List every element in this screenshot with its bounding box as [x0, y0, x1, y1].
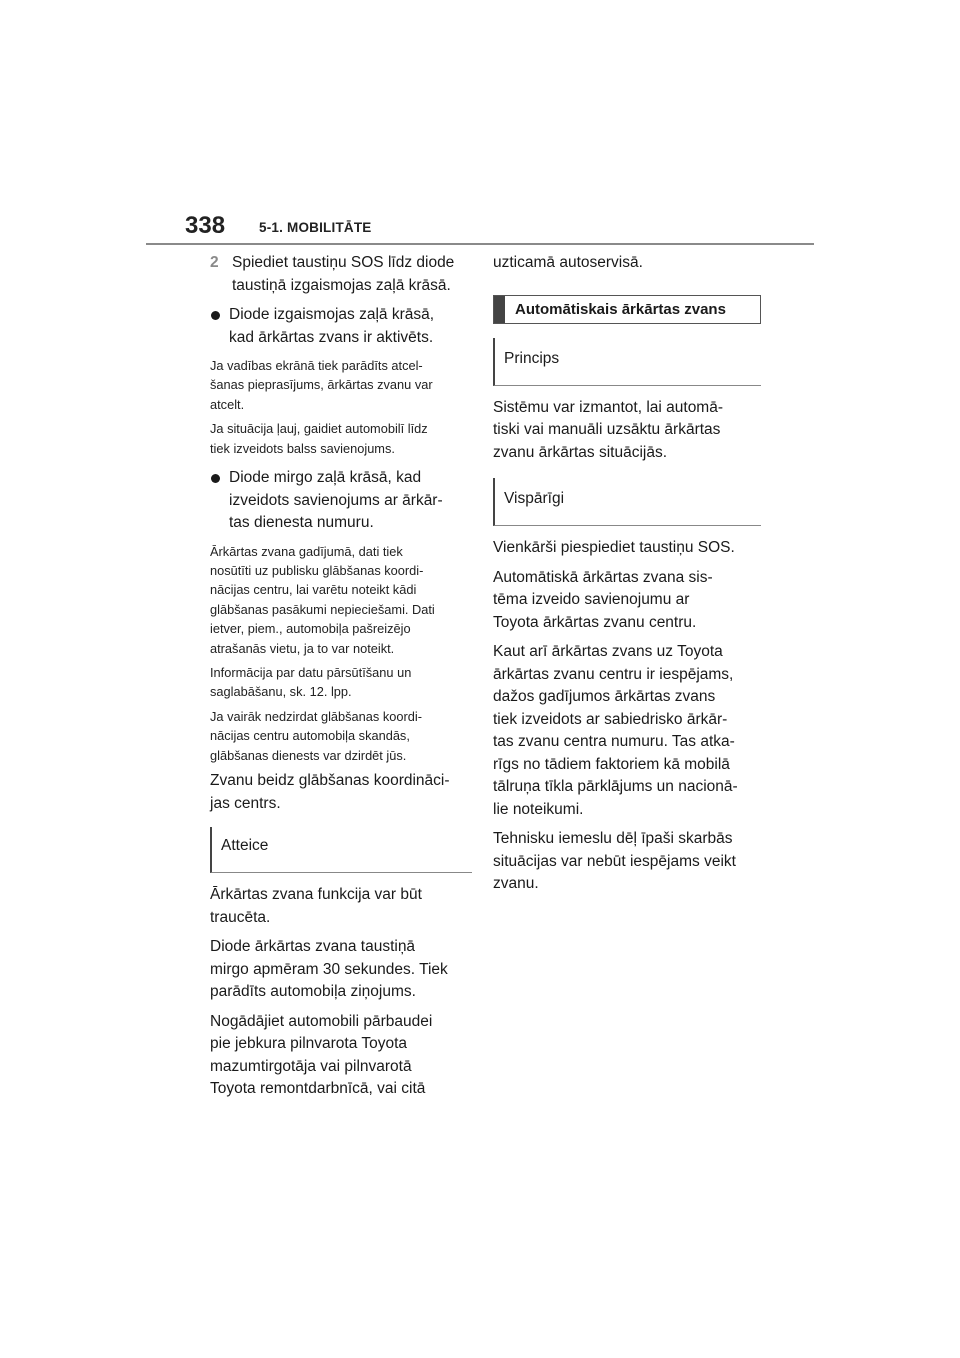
paragraph-diode-flashes: Diode ārkārtas zvana taustiņā mirgo apmēram 30 sekundes. Tiek parādīts automobiļa ziņojums. — [210, 938, 448, 1000]
paragraph-press-sos: Vienkārši piespiediet taustiņu SOS. — [493, 539, 735, 556]
note-cancel-request: Ja vadības ekrānā tiek parādīts atcel- šanas pieprasījums, ārkārtas zvanu var atcelt. — [210, 358, 433, 412]
step-2 — [210, 252, 472, 297]
page-number: 338 — [185, 212, 226, 239]
right-column — [493, 252, 755, 903]
bullet-icon — [211, 311, 220, 320]
bullet-icon — [211, 474, 220, 483]
paragraph-system-use: Sistēmu var izmantot, lai automā- tiski vai manuāli uzsāktu ārkārtas zvanu ārkārtas situācijās. — [493, 398, 724, 461]
paragraph-auto-connect: Automātiskā ārkārtas zvana sis- tēma izveido savienojumu ar Toyota ārkārtas zvanu centru. — [493, 568, 713, 631]
bullet-item-green-flash — [210, 467, 472, 535]
section-title: 5-1. MOBILITĀTE — [259, 220, 372, 235]
step-number: 2 — [210, 254, 219, 271]
header-rule — [146, 243, 814, 245]
note-cannot-hear: Ja vairāk nedzirdat glābšanas koordi- nācijas centru automobiļa skandās, glābšanas dienests var dzirdēt jūs. — [210, 708, 422, 763]
paragraph-call-ended: Zvanu beidz glābšanas koordināci- jas centrs. — [210, 772, 450, 812]
section-heading-box — [493, 295, 761, 324]
subheading-princips: Princips — [493, 338, 761, 386]
note-data-transfer: Informācija par datu pārsūtīšanu un saglabāšanu, sk. 12. lpp. — [210, 664, 412, 700]
subheading-atteice: Atteice — [210, 827, 472, 873]
paragraph-public-center: Kaut arī ārkārtas zvans uz Toyota ārkārtas zvanu centru ir iespējams, dažos gadījumos ārkārtas zvans tiek izveidots ar sabiedrisko ārkār- tas zvanu centra numuru. Tas atka- rīgs no tādiem faktoriem kā mobilā tālruņa tīkla pārklājums un nacionā- lie noteikumi. — [493, 643, 738, 818]
subheading-visparigi: Vispārīgi — [493, 478, 761, 526]
paragraph-continuation: uzticamā autoservisā. — [493, 254, 643, 271]
paragraph-take-vehicle: Nogādājiet automobili pārbaudei pie jebkura pilnvarota Toyota mazumtirgotāja vai pilnvarotā Toyota remontdarbnīcā, vai citā — [210, 1012, 433, 1097]
section-heading: Automātiskais ārkārtas zvans — [515, 300, 726, 318]
bullet-text: Diode mirgo zaļā krāsā, kad izveidots savienojums ar ārkār- tas dienesta numuru. — [229, 469, 443, 532]
paragraph-harsh-conditions: Tehnisku iemeslu dēļ īpaši skarbās situācijas var nebūt iespējams veikt zvanu. — [493, 830, 736, 892]
note-data-sent: Ārkārtas zvana gadījumā, dati tiek nosūtīti uz publisku glābšanas koordi- nācijas centru, lai varētu noteikt kādi glābšanas pasākumi nepieciešami. Dati ietver, piem., automobiļa pašreizējo atrašanās vietu, ja to var noteikt. — [210, 543, 435, 656]
step-text: Spiediet taustiņu SOS līdz diode taustiņā izgaismojas zaļā krāsā. — [232, 254, 455, 294]
bullet-item-green-lit — [210, 304, 472, 349]
bullet-text: Diode izgaismojas zaļā krāsā, kad ārkārtas zvans ir aktivēts. — [229, 306, 435, 346]
paragraph-function-impaired: Ārkārtas zvana funkcija var būt traucēta. — [210, 886, 422, 926]
left-column — [210, 252, 472, 1108]
note-wait-voice: Ja situācija ļauj, gaidiet automobilī līdz tiek izveidots balss savienojums. — [210, 421, 428, 456]
heading-marker — [494, 296, 505, 323]
